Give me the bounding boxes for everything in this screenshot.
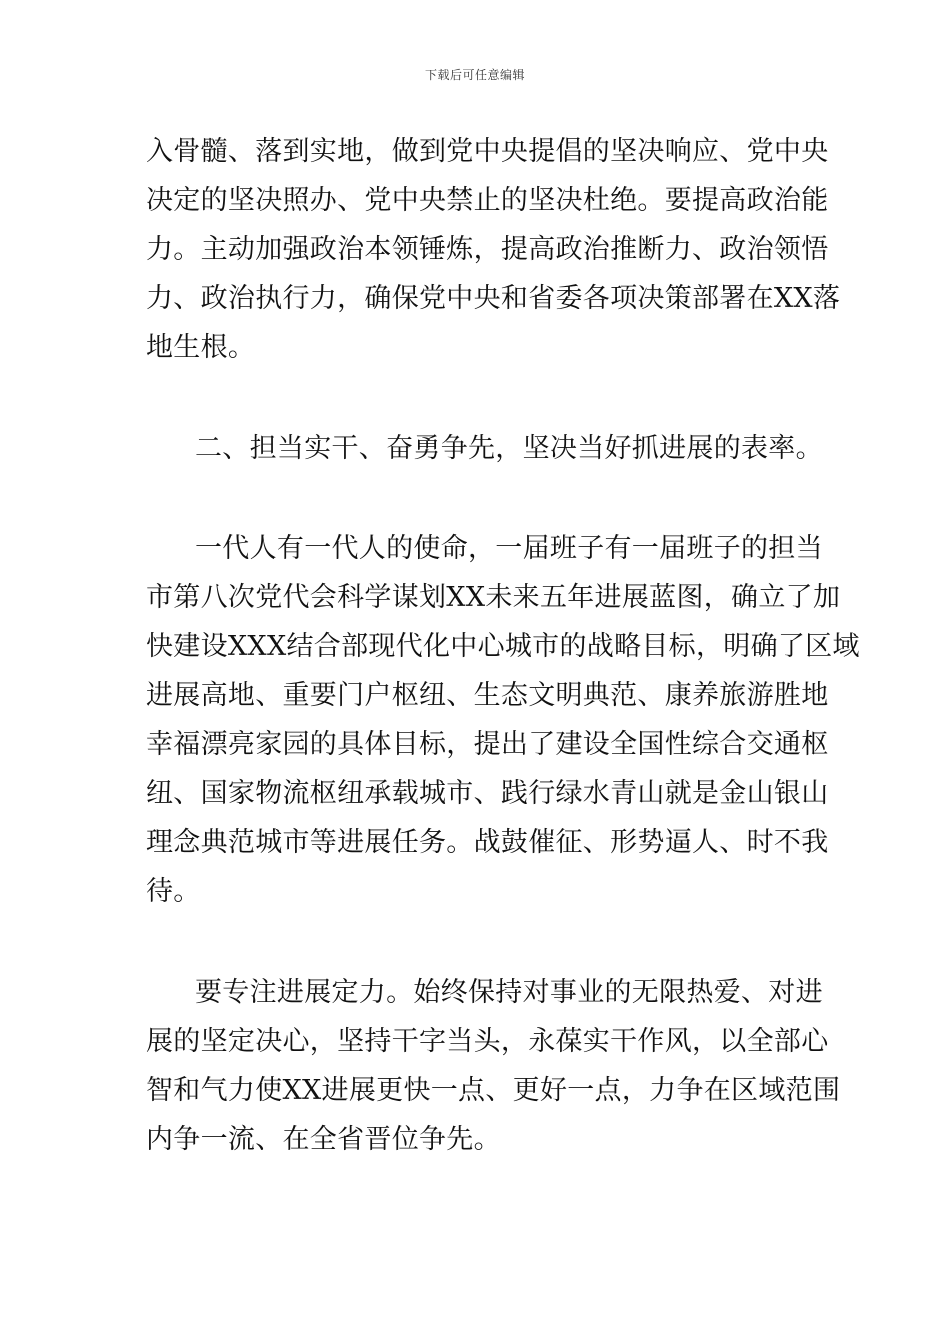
text-line: 一代人有一代人的使命，一届班子有一届班子的担当 xyxy=(195,533,823,564)
text-line: 理念典范城市等进展任务。战鼓催征、形势逼人、时不我 xyxy=(146,827,829,858)
text-line: 待。 xyxy=(146,876,201,907)
text-line: 决定的坚决照办、党中央禁止的坚决杜绝。要提高政治能 xyxy=(146,185,829,216)
text-line: 智和气力使XX进展更快一点、更好一点，力争在区域范围 xyxy=(146,1075,841,1106)
text-line: 纽、国家物流枢纽承载城市、践行绿水青山就是金山银山 xyxy=(146,778,829,809)
section-heading: 二、担当实干、奋勇争先，坚决当好抓进展的表率。 xyxy=(195,433,823,464)
text-line: 进展高地、重要门户枢纽、生态文明典范、康养旅游胜地 xyxy=(146,680,829,711)
text-line: 力。主动加强政治本领锤炼，提高政治推断力、政治领悟 xyxy=(146,234,829,265)
text-line: 快建设XXX结合部现代化中心城市的战略目标，明确了区域 xyxy=(146,631,860,662)
text-line: 幸福漂亮家园的具体目标，提出了建设全国性综合交通枢 xyxy=(146,729,829,760)
text-line: 内争一流、在全省晋位争先。 xyxy=(146,1124,501,1155)
header-note: 下载后可任意编辑 xyxy=(424,68,525,82)
text-line: 入骨髓、落到实地，做到党中央提倡的坚决响应、党中央 xyxy=(146,136,829,167)
text-line: 展的坚定决心，坚持干字当头，永葆实干作风，以全部心 xyxy=(146,1026,829,1057)
text-line: 力、政治执行力，确保党中央和省委各项决策部署在XX落 xyxy=(146,283,841,314)
text-line: 要专注进展定力。始终保持对事业的无限热爱、对进 xyxy=(195,977,823,1008)
text-line: 市第八次党代会科学谋划XX未来五年进展蓝图，确立了加 xyxy=(146,582,841,613)
text-line: 地生根。 xyxy=(146,332,256,363)
